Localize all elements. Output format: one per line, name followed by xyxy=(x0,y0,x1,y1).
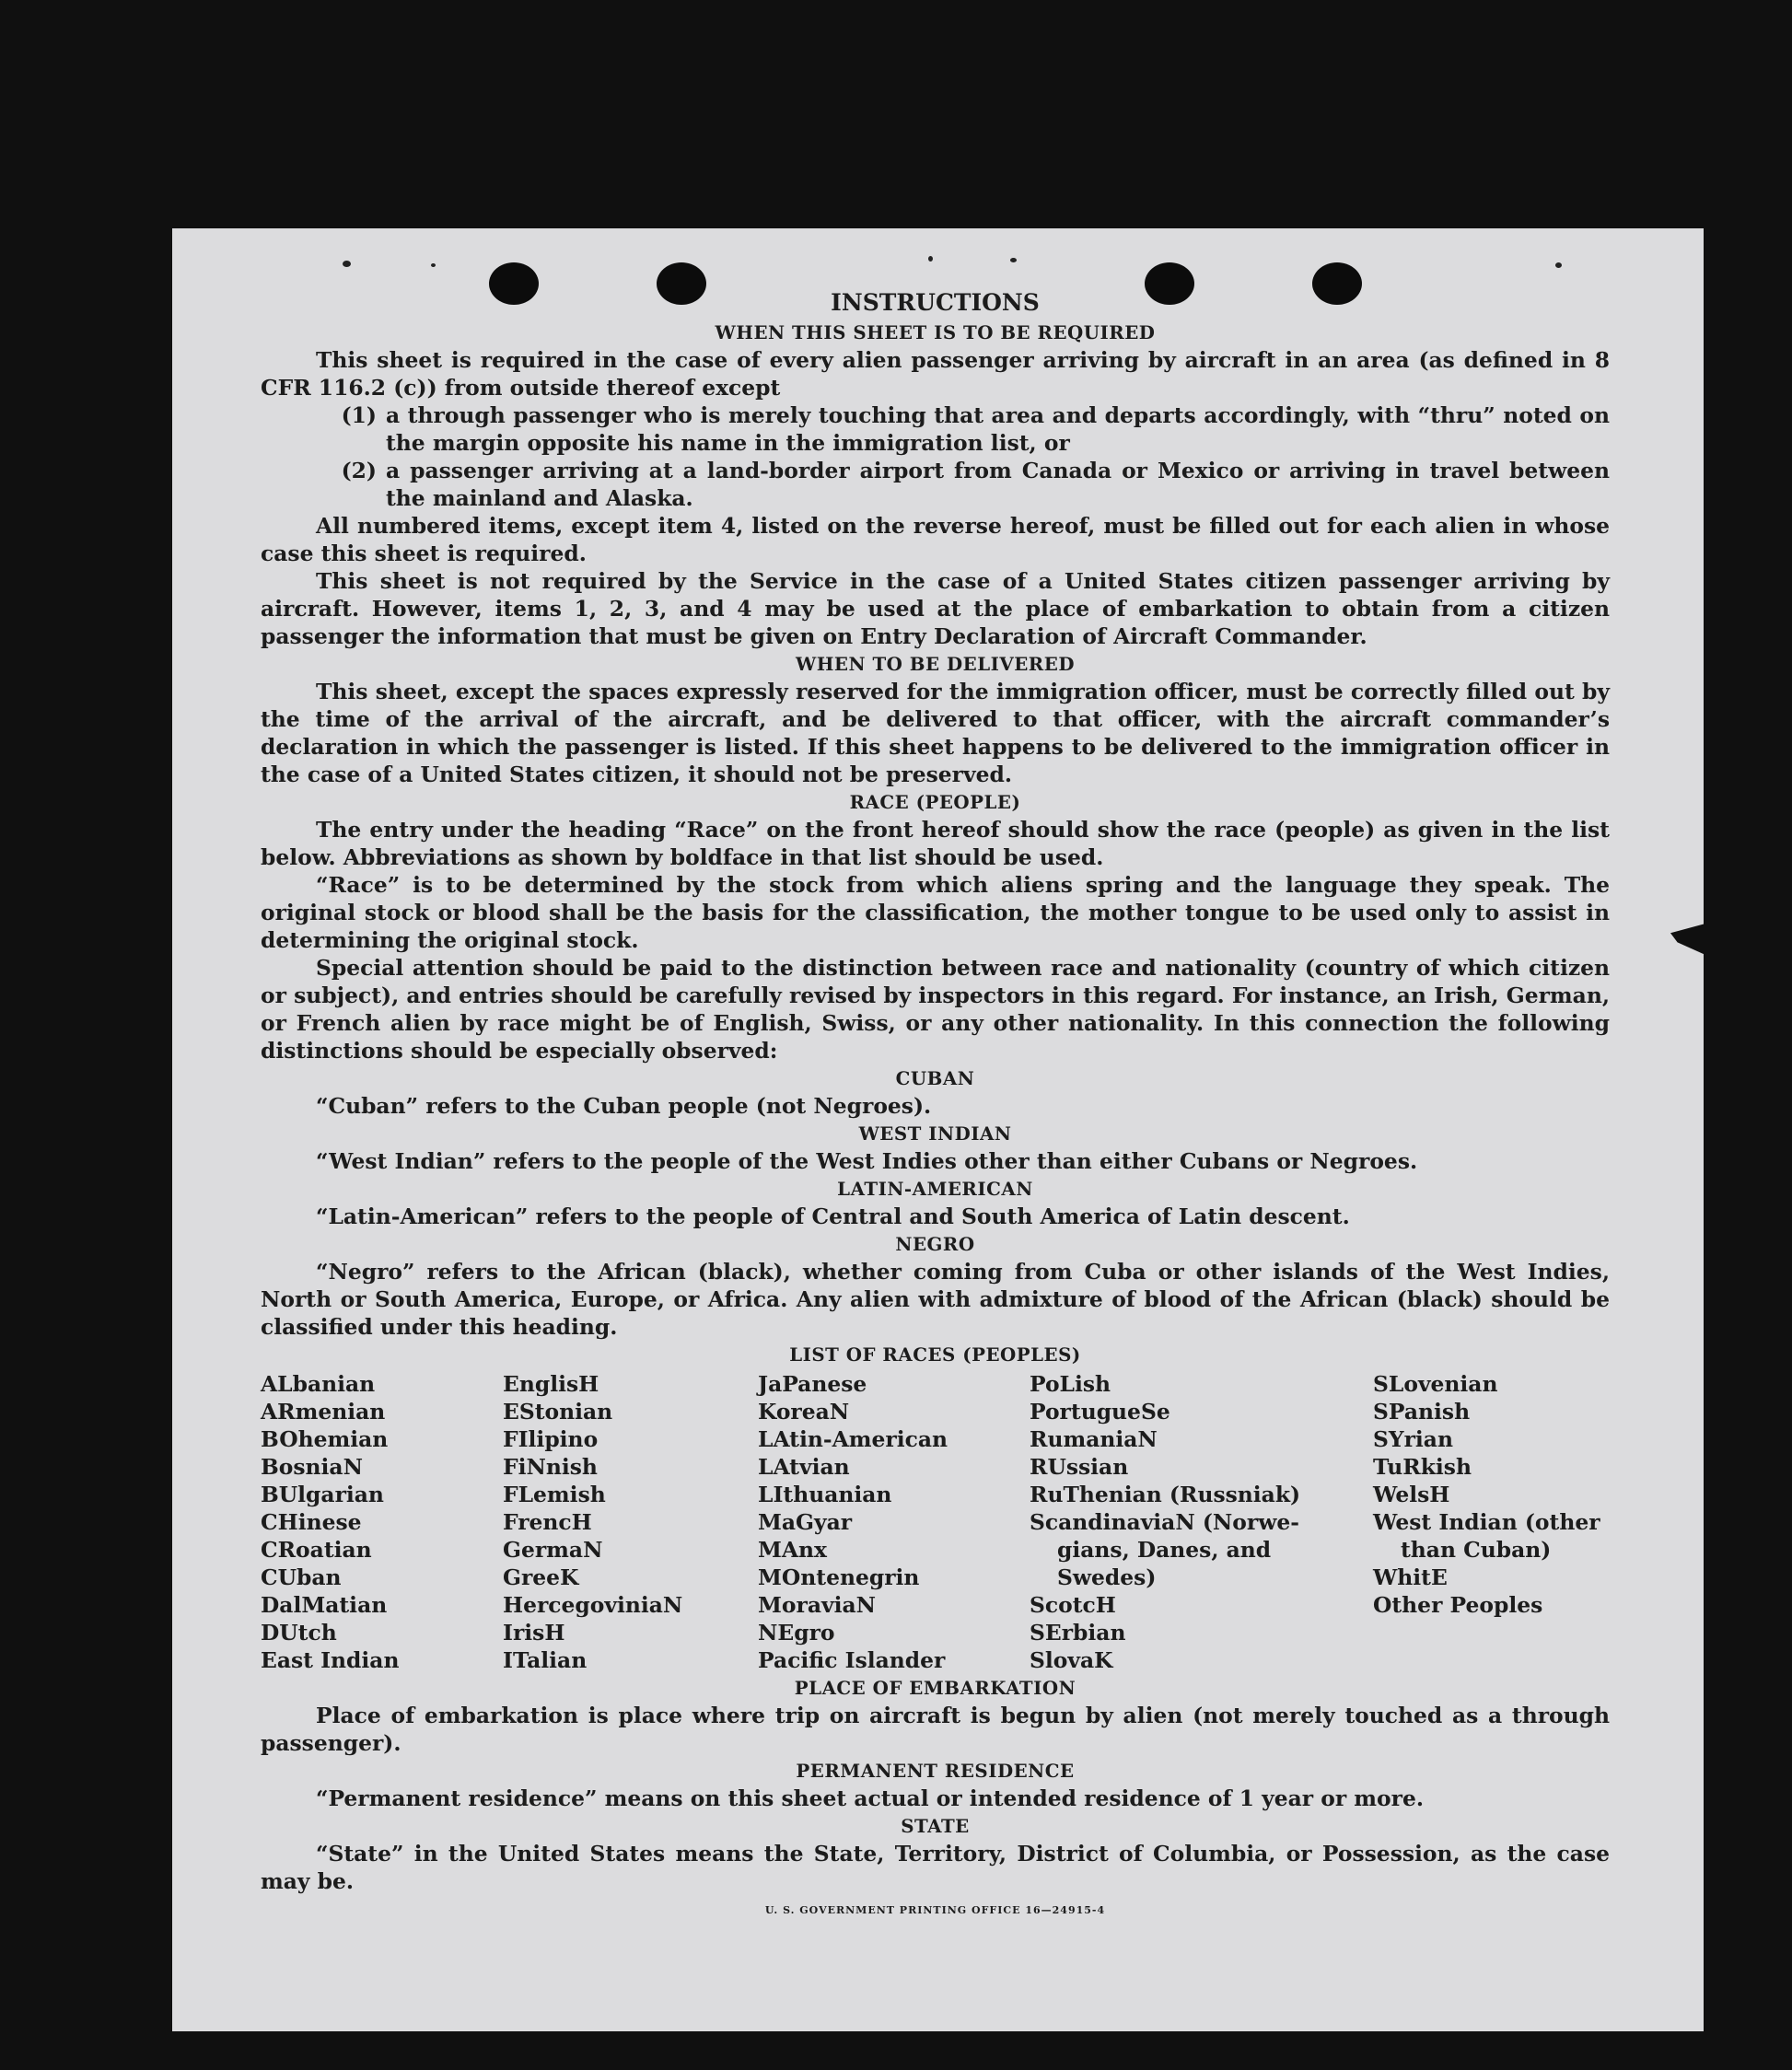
race-entry: LAtvian xyxy=(758,1454,850,1480)
race-entry: MaGyar xyxy=(758,1509,853,1535)
race-entry: Pacific Islander xyxy=(758,1647,946,1673)
paragraph: Place of embarkation is place where trip on aircraft is begun by alien (not merely touched as a through passenger). xyxy=(261,1703,1610,1756)
race-entry: FIlipino xyxy=(503,1426,599,1452)
paragraph: “Permanent residence” means on this sheet actual or intended residence of 1 year or more. xyxy=(316,1785,1424,1811)
section-heading: WHEN THIS SHEET IS TO BE REQUIRED xyxy=(715,321,1156,343)
paragraph: This sheet is not required by the Service in the case of a United States citizen passenger arriving by aircraft. However, items 1, 2, 3, and 4 may be used at the place of embarkation to obtain from a citizen passenger the information that must be given on Entry Declaration of Aircraft Commander. xyxy=(261,568,1610,649)
race-entry: PortugueSe xyxy=(1030,1399,1170,1425)
race-entry: SErbian xyxy=(1030,1620,1126,1646)
race-entry: IrisH xyxy=(503,1620,565,1646)
race-entry: SlovaK xyxy=(1030,1647,1113,1673)
race-entry: DalMatian xyxy=(261,1592,388,1618)
race-entry: MoraviaN xyxy=(758,1592,876,1618)
race-entry: CHinese xyxy=(261,1509,362,1535)
list-item: (2) a passenger arriving at a land-border airport from Canada or Mexico or arriving in travel between the mainland and Alaska. xyxy=(341,458,1610,511)
race-entry: WhitE xyxy=(1373,1564,1448,1590)
race-column xyxy=(758,1370,1030,1674)
race-column xyxy=(503,1370,758,1674)
race-entry: GermaN xyxy=(503,1537,603,1563)
paragraph: The entry under the heading “Race” on the front hereof should show the race (people) as given in the list below. Abbreviations as shown by boldface in that list should be used. xyxy=(261,817,1610,870)
section-heading: RACE (PEOPLE) xyxy=(849,791,1021,813)
race-entry: HercegoviniaN xyxy=(503,1592,683,1618)
race-column xyxy=(1030,1370,1373,1674)
race-entry: WelsH xyxy=(1373,1482,1450,1507)
paragraph: This sheet is required in the case of every alien passenger arriving by aircraft in an area (as defined in 8 CFR 116.2 (c)) from outside thereof except xyxy=(261,347,1610,401)
paragraph: All numbered items, except item 4, listed on the reverse hereof, must be filled out for each alien in whose case this sheet is required. xyxy=(261,513,1610,566)
race-entry: EnglisH xyxy=(503,1371,599,1397)
race-entry: FrencH xyxy=(503,1509,592,1535)
speck xyxy=(928,256,933,262)
race-entry: SPanish xyxy=(1373,1399,1471,1425)
race-entry: LIthuanian xyxy=(758,1482,892,1507)
paragraph: Special attention should be paid to the distinction between race and nationality (country of which citizen or subject), and entries should be carefully revised by inspectors in this regard. For instance, an Irish, German, or French alien by race might be of English, Swiss, or any other nationality. In this connection the following distinctions should be especially observed: xyxy=(261,955,1610,1064)
race-entry: CUban xyxy=(261,1564,342,1590)
race-entry: LAtin-American xyxy=(758,1426,948,1452)
section-heading: NEGRO xyxy=(895,1233,975,1255)
list-item: (1) a through passenger who is merely touching that area and departs accordingly, with “thru” noted on the margin opposite his name in the immigration list, or xyxy=(341,402,1610,456)
race-entry: ALbanian xyxy=(261,1371,376,1397)
race-entry: gians, Danes, and xyxy=(1057,1537,1272,1563)
race-entry: FLemish xyxy=(503,1482,606,1507)
race-entry: ARmenian xyxy=(261,1399,386,1425)
race-entry: BOhemian xyxy=(261,1426,389,1452)
race-entry: EStonian xyxy=(503,1399,613,1425)
race-entry: Other Peoples xyxy=(1373,1592,1543,1618)
instructions-text xyxy=(261,287,1610,1917)
race-entry: GreeK xyxy=(503,1564,579,1590)
race-entry: ITalian xyxy=(503,1647,588,1673)
race-entry: RuThenian (Russniak) xyxy=(1030,1482,1301,1507)
document-sheet xyxy=(172,228,1704,2031)
printer-imprint: U. S. GOVERNMENT PRINTING OFFICE 16—24915-4 xyxy=(764,1904,1106,1916)
speck xyxy=(431,263,436,267)
race-entry: SLovenian xyxy=(1373,1371,1498,1397)
section-heading: WHEN TO BE DELIVERED xyxy=(796,653,1075,675)
paragraph: “West Indian” refers to the people of the West Indies other than either Cubans or Negroes. xyxy=(316,1148,1418,1174)
section-heading: PERMANENT RESIDENCE xyxy=(796,1760,1075,1782)
race-column xyxy=(261,1370,503,1674)
race-entry: JaPanese xyxy=(758,1371,867,1397)
section-heading: STATE xyxy=(901,1815,970,1837)
paragraph: “Cuban” refers to the Cuban people (not Negroes). xyxy=(316,1093,932,1119)
paragraph: “State” in the United States means the State, Territory, District of Columbia, or Possession, as the case may be. xyxy=(261,1841,1610,1894)
race-entry: ScandinaviaN (Norwe- xyxy=(1030,1509,1299,1535)
paragraph: “Race” is to be determined by the stock from which aliens spring and the language they speak. The original stock or blood shall be the basis for the classification, the mother tongue to be used only to assist in determining the original stock. xyxy=(261,872,1610,953)
race-column xyxy=(1373,1370,1610,1674)
paragraph: “Latin-American” refers to the people of Central and South America of Latin descent. xyxy=(316,1204,1350,1229)
race-entry: FiNnish xyxy=(503,1454,598,1480)
torn-edge xyxy=(1670,924,1705,955)
race-entry: BUlgarian xyxy=(261,1482,384,1507)
section-heading: PLACE OF EMBARKATION xyxy=(794,1677,1076,1699)
race-entry: CRoatian xyxy=(261,1537,372,1563)
race-entry: KoreaN xyxy=(758,1399,850,1425)
race-entry: BosniaN xyxy=(261,1454,363,1480)
race-entry: West Indian (other xyxy=(1373,1509,1600,1535)
exception-list xyxy=(261,401,1610,512)
race-entry: Swedes) xyxy=(1057,1564,1157,1590)
race-entry: RUssian xyxy=(1030,1454,1129,1480)
race-entry: East Indian xyxy=(261,1647,400,1673)
page-title: INSTRUCTIONS xyxy=(831,289,1040,316)
race-entry: MAnx xyxy=(758,1537,827,1563)
speck xyxy=(1010,258,1017,262)
section-heading: WEST INDIAN xyxy=(858,1122,1012,1145)
speck xyxy=(343,261,351,267)
race-entry: NEgro xyxy=(758,1620,835,1646)
section-heading: LIST OF RACES (PEOPLES) xyxy=(789,1343,1081,1366)
race-entry: ScotcH xyxy=(1030,1592,1116,1618)
race-entry: RumaniaN xyxy=(1030,1426,1158,1452)
section-heading: CUBAN xyxy=(895,1067,975,1089)
race-entry: MOntenegrin xyxy=(758,1564,920,1590)
race-entry: PoLish xyxy=(1030,1371,1111,1397)
race-entry: than Cuban) xyxy=(1401,1537,1552,1563)
race-entry: DUtch xyxy=(261,1620,337,1646)
race-list xyxy=(261,1370,1610,1674)
speck xyxy=(1555,262,1562,268)
race-entry: TuRkish xyxy=(1373,1454,1472,1480)
paragraph: This sheet, except the spaces expressly reserved for the immigration officer, must be correctly filled out by the time of the arrival of the aircraft, and be delivered to that officer, with the aircraft commander’s declaration in which the passenger is listed. If this sheet happens to be delivered to the immigration officer in the case of a United States citizen, it should not be preserved. xyxy=(261,679,1610,787)
paragraph: “Negro” refers to the African (black), whether coming from Cuba or other islands of the West Indies, North or South America, Europe, or Africa. Any alien with admixture of blood of the African (black) should be classified under this heading. xyxy=(261,1259,1610,1340)
section-heading: LATIN-AMERICAN xyxy=(837,1178,1033,1200)
race-entry: SYrian xyxy=(1373,1426,1453,1452)
